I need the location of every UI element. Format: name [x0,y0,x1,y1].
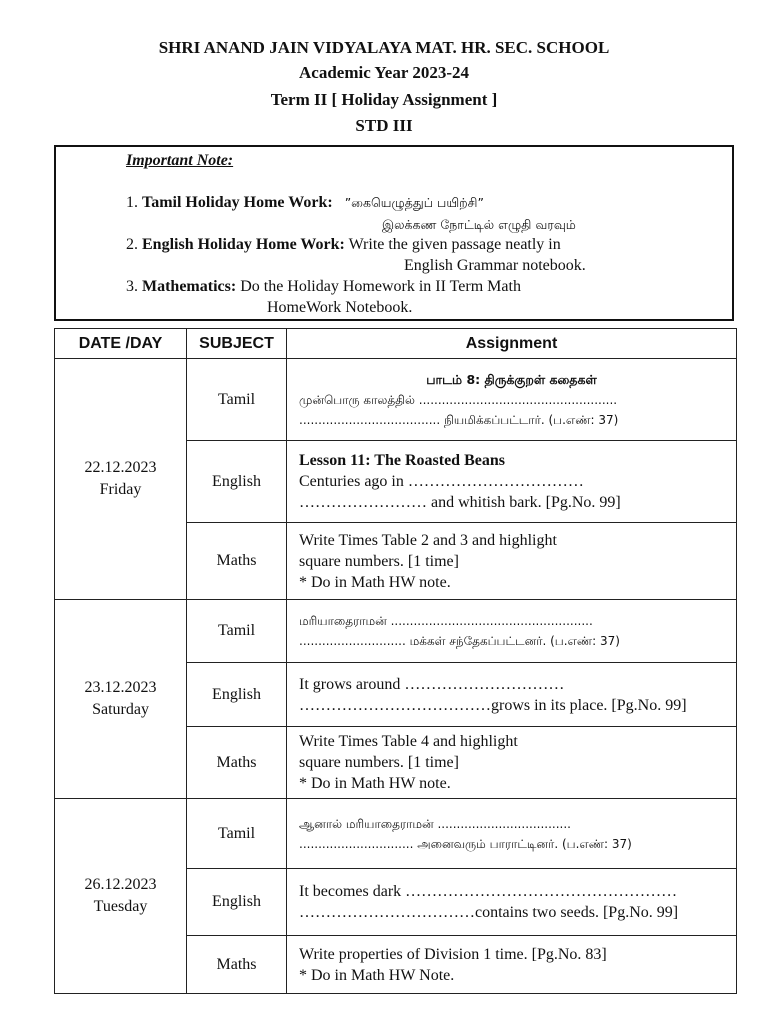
tamil-line: ............................ மக்கள் சந்தேகப்பட்டனர். (ப.எண்: 37) [299,634,620,648]
subject-cell: English [187,441,287,523]
tamil-heading: பாடம் 8: திருக்குறள் கதைகள் [426,371,597,387]
note-label-tamil: Tamil Holiday Home Work: [142,194,333,211]
date-cell [55,799,187,994]
header-date-day: DATE /DAY [55,329,187,359]
assignment-cell [287,523,737,600]
class-std: STD III [355,116,413,135]
subject-cell: Tamil [187,799,287,869]
subject-cell: Maths [187,523,287,600]
note-text-maths: Do the Holiday Homework in II Term Math [240,278,521,295]
maths-line: * Do in Math HW note. [299,573,451,591]
subject-cell: Maths [187,936,287,994]
tamil-line: மரியாதைராமன் ..................................................... [299,614,593,628]
note-item-maths: 3. Mathematics: Do the Holiday Homework in II Term Math [126,278,521,295]
subject-cell: Tamil [187,600,287,663]
assignment-cell [287,727,737,799]
assignment-cell [287,869,737,936]
subject-cell: Tamil [187,359,287,441]
date-value: 26.12.2023 [84,876,157,893]
assignment-table [54,328,737,994]
tamil-line: ..................................... நியமிக்கப்பட்டார். (ப.எண்: 37) [299,412,619,427]
academic-year: Academic Year 2023-24 [299,63,469,82]
maths-line: square numbers. [1 time] [299,552,459,570]
day-value: Tuesday [93,898,148,915]
lesson-title: Lesson 11: The Roasted Beans [299,452,505,469]
table-row [55,799,737,869]
note-text-english-2: English Grammar notebook. [404,257,586,274]
english-line: It grows around ………………………… [299,675,565,693]
header-assignment: Assignment [287,329,737,359]
table-row [55,359,737,441]
important-note-box [54,145,734,321]
maths-line: Write Times Table 4 and highlight [299,733,518,750]
note-label-english: English Holiday Home Work: [142,236,345,253]
maths-line: * Do in Math HW Note. [299,966,455,984]
english-line: ……………………………contains two seeds. [Pg.No. 99] [299,904,679,921]
maths-line: * Do in Math HW note. [299,775,451,792]
english-line: …………………… and whitish bark. [Pg.No. 99] [299,494,621,511]
subject-cell: English [187,869,287,936]
note-text-tamil: ”கையெழுத்துப் பயிற்சி” [344,195,484,210]
subject-cell: English [187,663,287,727]
maths-line: square numbers. [1 time] [299,754,459,771]
english-line: ………………………………grows in its place. [Pg.No. 99] [299,696,687,714]
day-value: Saturday [92,701,149,718]
assignment-cell [287,359,737,441]
day-value: Friday [99,481,142,498]
assignment-cell [287,441,737,523]
note-text-maths-2: HomeWork Notebook. [267,299,413,316]
english-line: It becomes dark …………………………………………… [299,883,678,900]
tamil-line: முன்பொரு காலத்தில் .................................................... [299,392,618,407]
tamil-line: .............................. அனைவரும் பாராட்டினர். (ப.எண்: 37) [299,836,632,851]
subject-cell: Maths [187,727,287,799]
note-text-english: Write the given passage neatly in [348,236,561,253]
maths-line: Write Times Table 2 and 3 and highlight [299,531,557,549]
note-item-tamil: 1. Tamil Holiday Home Work: ”கையெழுத்துப் பயிற்சி” [126,194,484,211]
date-value: 23.12.2023 [84,679,157,696]
english-line: Centuries ago in …………………………… [299,473,584,490]
note-text-tamil-2: இலக்கண நோட்டில் எழுதி வரவும் [382,217,576,232]
header-subject: SUBJECT [187,329,287,359]
date-cell [55,359,187,600]
assignment-cell [287,663,737,727]
table-header-row [55,329,737,359]
maths-line: Write properties of Division 1 time. [Pg.No. 83] [299,945,607,963]
term-title: Term II [ Holiday Assignment ] [270,90,498,109]
note-label-maths: Mathematics: [142,278,237,295]
date-cell [55,600,187,799]
assignment-cell [287,799,737,869]
school-name: SHRI ANAND JAIN VIDYALAYA MAT. HR. SEC. SCHOOL [158,38,610,57]
assignment-cell [287,936,737,994]
note-title: Important Note: [126,152,234,169]
assignment-cell [287,600,737,663]
tamil-line: ஆனால் மரியாதைராமன் ................................... [299,816,571,831]
date-value: 22.12.2023 [84,459,157,476]
table-row [55,600,737,663]
note-item-english: 2. English Holiday Home Work: Write the given passage neatly in [126,236,561,253]
